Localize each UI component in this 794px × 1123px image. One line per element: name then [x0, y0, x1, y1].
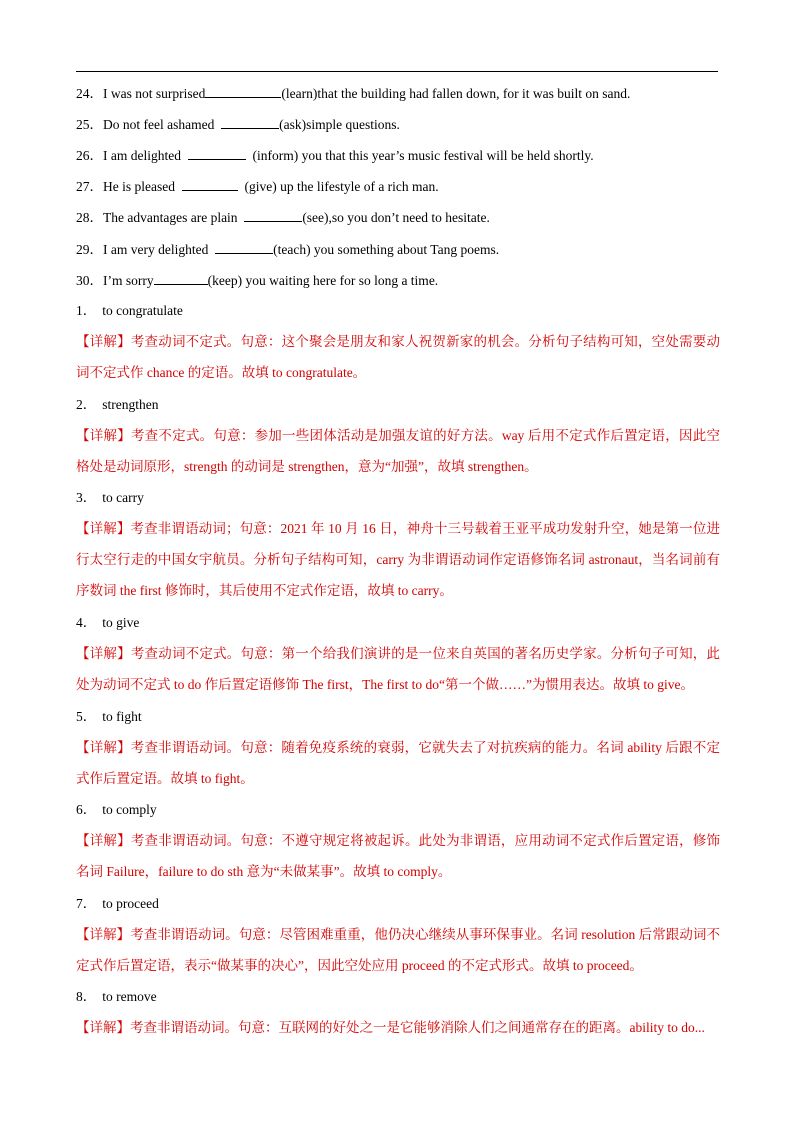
question-text-after: (teach) you something about Tang poems.: [273, 242, 500, 257]
answer-number: 6．: [76, 802, 97, 817]
question-number: 29．: [76, 242, 103, 257]
question-text-before: I am delighted: [103, 148, 188, 163]
answer-item: [76, 303, 183, 319]
answer-blank[interactable]: [215, 241, 273, 254]
answer-number: 7．: [76, 896, 97, 911]
question-line: [76, 209, 490, 226]
answer-text: to remove: [102, 989, 157, 1004]
question-text-before: I’m sorry: [103, 273, 154, 288]
question-text-after: (give) up the lifestyle of a rich man.: [237, 179, 439, 194]
question-text-before: I am very delighted: [103, 242, 216, 257]
answer-text: strengthen: [102, 397, 159, 412]
question-number: 30．: [76, 273, 103, 288]
answer-text: to congratulate: [102, 303, 183, 318]
answer-item: [76, 989, 157, 1005]
answer-blank[interactable]: [154, 272, 208, 285]
answer-item: [76, 615, 139, 631]
question-text-after: (ask)simple questions.: [279, 117, 400, 132]
answer-explanation: 【详解】考查非谓语动词。句意：不遵守规定将被起诉。此处为非谓语，应用动词不定式作后置定语，修饰名词 Failure，failure to do sth 意为“未做某事”。故填 to comply。: [76, 833, 720, 879]
answer-blank[interactable]: [188, 147, 246, 160]
answer-blank[interactable]: [205, 85, 281, 98]
question-line: [76, 272, 438, 289]
answer-explanation: 【详解】考查动词不定式。句意：这个聚会是朋友和家人祝贺新家的机会。分析句子结构可知，空处需要动词不定式作 chance 的定语。故填 to congratulate。: [76, 334, 720, 380]
answer-text: to carry: [102, 490, 144, 505]
answer-number: 3．: [76, 490, 97, 505]
answer-number: 1．: [76, 303, 97, 318]
answer-text: to fight: [102, 709, 142, 724]
answer-number: 8．: [76, 989, 97, 1004]
answer-blank[interactable]: [182, 178, 238, 191]
header-rule: [76, 71, 718, 72]
answer-blank[interactable]: [221, 116, 279, 129]
answer-explanation: 【详解】考查动词不定式。句意：第一个给我们演讲的是一位来自英国的著名历史学家。分析句子可知，此处为动词不定式 to do 作后置定语修饰 The first，The first to do“第一个做……”为惯用表达。故填 to give。: [76, 646, 720, 692]
answer-blank[interactable]: [244, 209, 302, 222]
answer-item: [76, 397, 159, 413]
answer-number: 4．: [76, 615, 97, 630]
answer-explanation: 【详解】考查非谓语动词。句意：尽管困难重重，他仍决心继续从事环保事业。名词 resolution 后常跟动词不定式作后置定语，表示“做某事的决心”，因此空处应用 proceed 的不定式形式。故填 to proceed。: [76, 927, 720, 973]
answer-item: [76, 709, 142, 725]
answer-number: 5．: [76, 709, 97, 724]
question-number: 28．: [76, 210, 103, 225]
question-text-after: (see),so you don’t need to hesitate.: [302, 210, 490, 225]
question-line: [76, 178, 439, 195]
question-number: 25．: [76, 117, 103, 132]
answer-item: [76, 896, 159, 912]
question-text-after: (learn)that the building had fallen down, for it was built on sand.: [281, 86, 631, 101]
question-line: [76, 147, 594, 164]
question-text-after: (keep) you waiting here for so long a time.: [207, 273, 439, 288]
question-line: [76, 85, 630, 102]
question-text-after: (inform) you that this year’s music festival will be held shortly.: [245, 148, 594, 163]
question-line: [76, 241, 499, 258]
question-number: 24．: [76, 86, 103, 101]
question-text-before: The advantages are plain: [103, 210, 245, 225]
answer-item: [76, 802, 157, 818]
answer-explanation: 【详解】考查非谓语动词；句意：2021 年 10 月 16 日，神舟十三号载着王亚平成功发射升空，她是第一位进行太空行走的中国女宇航员。分析句子结构可知，carry 为非谓语动词作定语修饰名词 astronaut，当名词前有序数词 the first 修饰时，其后使用不定式作定语，故填 to carry。: [76, 521, 720, 598]
answer-explanation: 【详解】考查非谓语动词。句意：互联网的好处之一是它能够消除人们之间通常存在的距离。ability to do...: [76, 1020, 705, 1035]
answer-text: to give: [102, 615, 140, 630]
question-number: 26．: [76, 148, 103, 163]
answer-text: to proceed: [102, 896, 159, 911]
answer-number: 2．: [76, 397, 97, 412]
question-number: 27．: [76, 179, 103, 194]
answer-explanation: 【详解】考查非谓语动词。句意：随着免疫系统的衰弱，它就失去了对抗疾病的能力。名词 ability 后跟不定式作后置定语。故填 to fight。: [76, 740, 720, 786]
answer-text: to comply: [102, 802, 157, 817]
answer-item: [76, 490, 144, 506]
question-text-before: He is pleased: [103, 179, 182, 194]
question-text-before: Do not feel ashamed: [103, 117, 222, 132]
answer-explanation: 【详解】考查不定式。句意：参加一些团体活动是加强友谊的好方法。way 后用不定式作后置定语，因此空格处是动词原形，strength 的动词是 strengthen，意为“加强”，故填 strengthen。: [76, 428, 720, 474]
question-text-before: I was not surprised: [103, 86, 206, 101]
question-line: [76, 116, 400, 133]
